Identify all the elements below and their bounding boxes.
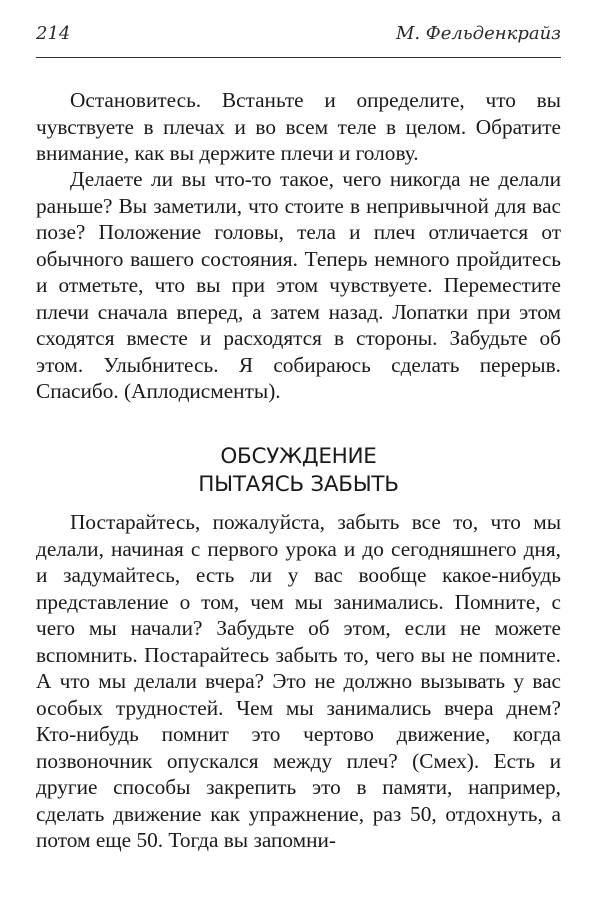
paragraph-new-posture: Делаете ли вы что-то такое, чего никогда не делали раньше? Вы заметили, что стоите в непривычной для вас позе? Положение головы, тела и плеч отличается от обычного вашего состояния. Теперь немного пройдитесь и отметьте, что вы при этом чувствуете. Переместите плечи сначала вперед, а затем назад. Лопатки при этом сходятся вместе и расходятся в стороны. Забудьте об этом. Улыбнитесь. Я собираюсь сделать перерыв. Спасибо. (Аплодисменты). — [36, 167, 561, 403]
header-rule — [36, 57, 561, 58]
running-author: М. Фельденкрайз — [395, 23, 561, 44]
section-heading — [36, 443, 561, 499]
page-number: 214 — [36, 23, 71, 44]
running-header — [36, 14, 561, 44]
section-heading-line-2: ПЫТАЯСЬ ЗАБЫТЬ — [198, 472, 399, 497]
paragraph-stop-and-feel: Остановитесь. Встаньте и определите, что вы чувствуете в плечах и во всем теле в целом. Обратите внимание, как вы держите плечи и голову. — [36, 88, 561, 165]
paragraph-try-to-forget: Постарайтесь, пожалуйста, забыть все то, что мы делали, начиная с первого урока и до сегодняшнего дня, и задумайтесь, есть ли у вас вообще какое-нибудь представление о том, чем мы занимались. Помните, с чего мы начали? Забудьте об этом, если не можете вспомнить. Постарайтесь забыть то, чего вы не помните. А что мы делали вчера? Это не должно вызывать у вас особых трудностей. Чем мы занимались вчера днем? Кто-нибудь помнит это чертово движение, когда позвоночник опускался между плеч? (Смех). Есть и другие способы закрепить это в памяти, например, сделать движение как упражнение, раз 50, отдохнуть, а потом еще 50. Тогда вы запомни- — [36, 510, 561, 852]
section-heading-line-1: ОБСУЖДЕНИЕ — [220, 444, 377, 469]
text-block-before-first — [36, 87, 561, 167]
text-block-before-second — [36, 166, 561, 405]
text-block-discussion — [36, 509, 561, 854]
